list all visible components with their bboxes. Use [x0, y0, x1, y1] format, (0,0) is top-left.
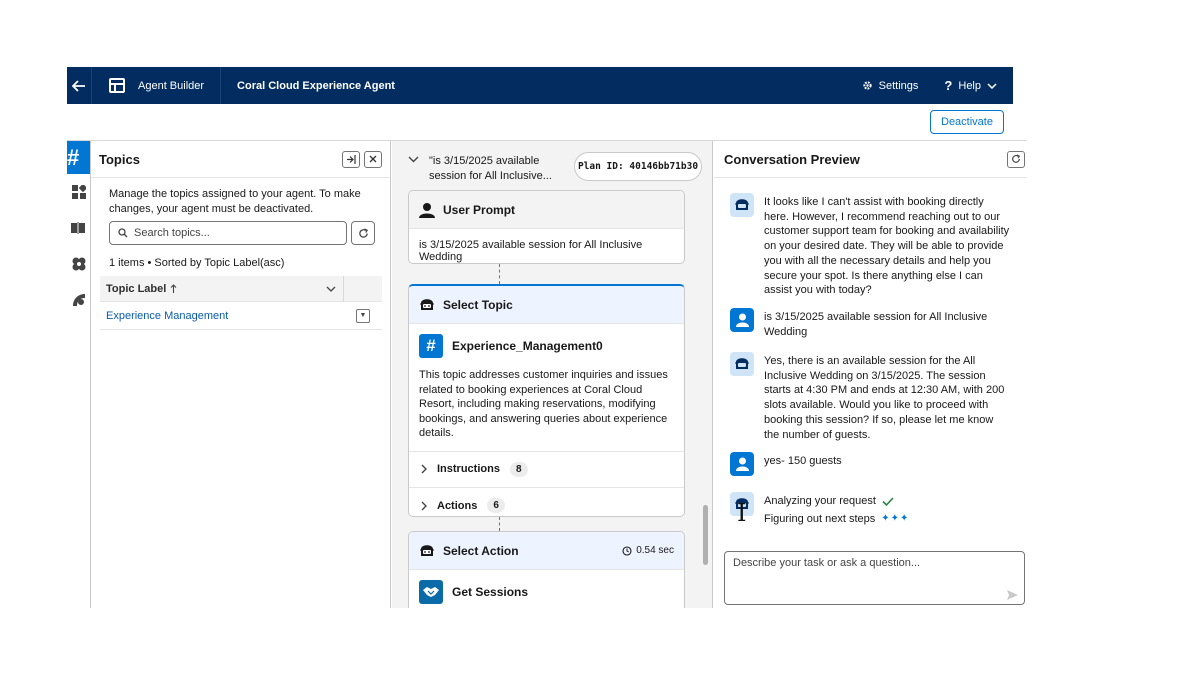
settings-button[interactable] — [862, 80, 919, 92]
topics-header — [91, 141, 390, 178]
refresh-icon — [358, 228, 369, 239]
chevron-right-icon — [421, 501, 427, 511]
action-name: Get Sessions — [452, 585, 529, 599]
agent-bot-icon — [419, 543, 435, 559]
topic-description: This topic addresses customer inquiries and issues related to booking experiences at Coral Cloud Resort, including making reservations, modifying bookings, and answering queries about experience details. — [409, 358, 684, 452]
left-rail — [67, 141, 90, 608]
bot-message — [730, 193, 1010, 298]
analytics-icon[interactable] — [67, 282, 90, 318]
plan-prompt-preview: "is 3/15/2025 available session for All Inclusive... — [429, 155, 552, 182]
clock-icon — [622, 546, 632, 556]
topics-description: Manage the topics assigned to your agent. To make changes, your agent must be deactivated. — [109, 188, 361, 215]
topics-table — [100, 276, 382, 330]
close-panel-button[interactable] — [364, 151, 382, 168]
nav-divider — [91, 67, 92, 104]
collapse-panel-button[interactable] — [342, 151, 360, 168]
topic-name: Experience_Management0 — [452, 339, 603, 353]
help-label: Help — [958, 79, 981, 92]
sort-ascending-icon — [170, 284, 177, 293]
topics-search-row — [109, 221, 390, 245]
agent-avatar-icon — [730, 352, 754, 376]
status-line-figuring — [764, 512, 909, 527]
action-duration-text: 0.54 sec — [636, 545, 674, 556]
settings-label: Settings — [878, 79, 919, 92]
instructions-count: 8 — [510, 462, 528, 477]
app-launcher-icon[interactable] — [104, 67, 130, 104]
refresh-icon — [1011, 154, 1021, 164]
send-icon[interactable] — [1007, 590, 1018, 600]
select-action-header — [409, 532, 684, 570]
user-avatar-icon — [730, 452, 754, 476]
select-action-card — [408, 531, 685, 608]
text-cursor-icon: I — [737, 499, 747, 527]
user-message — [730, 452, 1010, 476]
action-handshake-icon — [419, 580, 443, 604]
topic-name-row — [409, 324, 684, 358]
action-duration — [622, 545, 674, 556]
back-arrow-icon[interactable] — [67, 67, 91, 104]
reset-conversation-button[interactable] — [1007, 151, 1025, 168]
status-text-analyzing: Analyzing your request — [764, 495, 876, 507]
status-lines — [764, 492, 909, 526]
plan-scrollbar[interactable] — [703, 505, 708, 565]
topics-hash-icon[interactable]: # — [67, 141, 90, 174]
nav-divider — [220, 67, 221, 104]
search-icon — [118, 228, 128, 238]
message-text: yes- 150 guests — [764, 455, 842, 467]
row-actions-button[interactable]: ▼ — [356, 309, 370, 323]
app-name: Agent Builder — [138, 79, 205, 92]
message-text: is 3/15/2025 available session for All Inclusive Wedding — [764, 311, 988, 338]
actions-label: Actions — [437, 499, 478, 512]
topic-hash-icon: # — [419, 334, 443, 358]
status-line-analyzing — [764, 494, 909, 509]
message-text: Yes, there is an available session for the All Inclusive Wedding on 3/15/2025. The session starts at 4:30 PM and ends at 12:30 AM, with 200 slots available. Would you like to proceed with booking this session? If so, please let me know the number of guests. — [764, 355, 1005, 441]
message-text: It looks like I can't assist with booking directly here. However, I recommend reaching out to our customer support team for booking and availability on your desired date. They will be able to provide you with all the necessary details and help you secure your spot. Is there anything else I can assist you with today? — [764, 196, 1010, 297]
sparkle-loading-icon: ✦✦✦ — [881, 512, 910, 524]
instructions-expander[interactable] — [409, 452, 684, 488]
column-menu-button[interactable] — [318, 276, 344, 302]
topics-count: 1 items • Sorted by Topic Label(asc) — [109, 257, 285, 269]
gear-icon — [862, 80, 873, 91]
actions-expander[interactable] — [409, 488, 684, 518]
chat-input[interactable] — [733, 557, 1013, 587]
table-header-row — [100, 276, 382, 302]
help-menu[interactable] — [944, 78, 997, 93]
plan-id-badge: Plan ID: 40146bb71b30 — [574, 152, 702, 181]
conversation-header — [714, 141, 1027, 178]
select-topic-title: Select Topic — [443, 297, 513, 312]
agent-avatar-icon — [730, 193, 754, 217]
table-header-spacer — [344, 276, 382, 302]
select-topic-header — [409, 286, 684, 324]
user-prompt-title: User Prompt — [443, 202, 516, 217]
step-connector — [499, 264, 500, 284]
conversation-title: Conversation Preview — [724, 151, 860, 167]
actions-count: 6 — [487, 498, 505, 513]
status-text-figuring: Figuring out next steps — [764, 512, 876, 525]
chevron-down-icon — [326, 286, 336, 292]
agent-status-message — [730, 492, 1010, 526]
components-icon[interactable] — [67, 174, 90, 210]
topics-search-box[interactable] — [109, 221, 347, 245]
close-icon — [369, 155, 377, 163]
action-item[interactable] — [409, 570, 684, 608]
help-icon: ? — [944, 78, 953, 93]
knowledge-book-icon[interactable] — [67, 210, 90, 246]
topics-title: Topics — [99, 151, 140, 167]
collapse-right-icon — [346, 155, 356, 164]
plan-trace-panel — [392, 141, 713, 608]
topics-search-input[interactable] — [134, 227, 334, 239]
agent-name: Coral Cloud Experience Agent — [237, 79, 395, 92]
topic-label-header-text: Topic Label — [106, 282, 167, 295]
user-prompt-header — [409, 191, 684, 229]
topic-link[interactable]: Experience Management — [106, 309, 229, 322]
plan-summary-row — [408, 152, 699, 182]
refresh-topics-button[interactable] — [351, 221, 375, 245]
user-icon — [419, 202, 435, 218]
top-nav-bar — [67, 67, 1013, 104]
user-message — [730, 308, 1010, 339]
instructions-label: Instructions — [437, 463, 500, 475]
bot-message — [730, 352, 1010, 442]
table-row — [100, 302, 382, 330]
checkmark-icon — [882, 497, 894, 506]
step-connector — [499, 517, 500, 531]
select-topic-card — [408, 284, 685, 517]
agent-bot-icon — [419, 297, 435, 313]
conversation-preview-panel — [714, 141, 1027, 608]
chevron-right-icon — [421, 464, 427, 474]
select-action-title: Select Action — [443, 543, 519, 558]
user-avatar-icon — [730, 308, 754, 332]
agent-builder-window — [67, 67, 1027, 608]
chevron-down-icon[interactable] — [408, 156, 419, 163]
channels-icon[interactable] — [67, 246, 90, 282]
topics-panel — [90, 141, 391, 608]
chat-input-box[interactable] — [724, 551, 1025, 605]
topic-label-header[interactable] — [100, 283, 318, 295]
deactivate-button[interactable]: Deactivate — [930, 110, 1004, 134]
user-prompt-text: is 3/15/2025 available session for All Inclusive Wedding — [419, 239, 643, 263]
user-prompt-card — [408, 190, 685, 264]
chevron-down-icon — [987, 83, 997, 89]
